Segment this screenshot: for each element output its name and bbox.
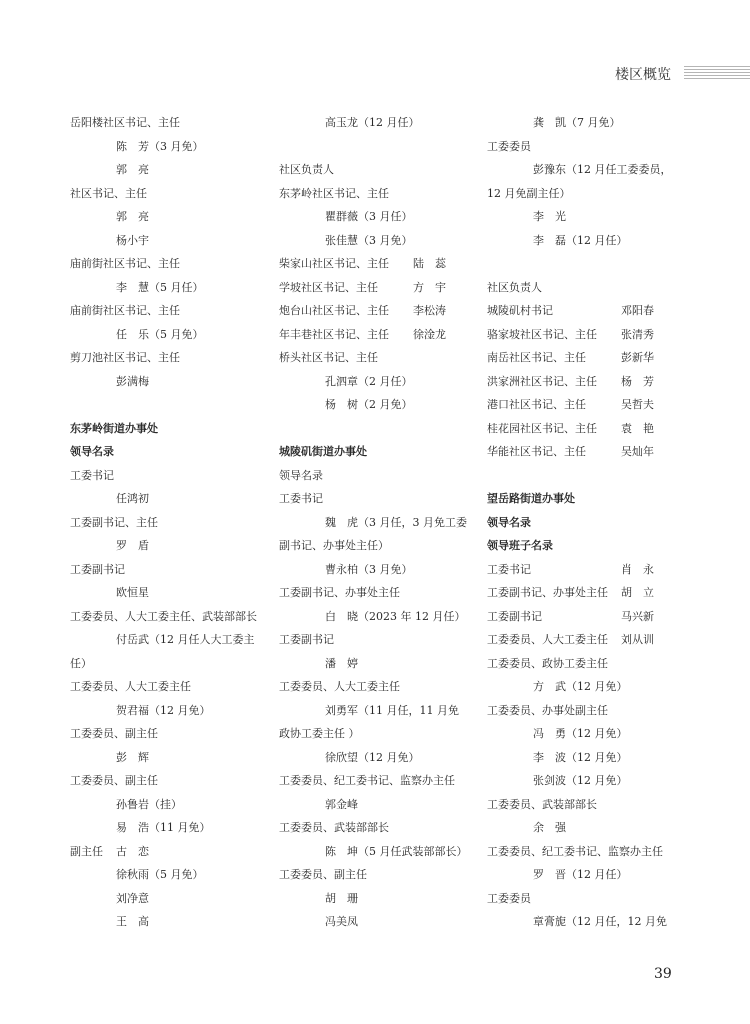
text-line: 彭满梅 bbox=[116, 374, 149, 388]
text-line: 工委委员、武装部部长 bbox=[279, 821, 389, 834]
role-label: 工委副书记 bbox=[487, 609, 542, 623]
text-line bbox=[487, 398, 687, 422]
person-name: 吴灿年 bbox=[621, 445, 654, 458]
person-name: 马兴新 bbox=[621, 609, 654, 623]
section-title: 楼区概览 bbox=[615, 67, 671, 83]
page-number: 39 bbox=[654, 966, 672, 982]
person-name: 刘从训 bbox=[621, 633, 654, 646]
text-line: 彭 辉 bbox=[116, 750, 149, 764]
text-line: 工委委员、副主任 bbox=[279, 868, 367, 881]
text-line: 工委委员、武装部部长 bbox=[487, 797, 597, 811]
text-line: 方 武（12 月免） bbox=[533, 680, 628, 693]
text-line: 魏 虎（3 月任，3 月免工委 bbox=[325, 515, 467, 529]
text-line: 彭豫东（12 月任工委委员， bbox=[533, 163, 672, 176]
text-line: 工委委员 bbox=[487, 891, 531, 905]
person-name: 古 恋 bbox=[116, 844, 149, 858]
text-line: 付岳武（12 月任人大工委主 bbox=[116, 633, 255, 646]
text-line: 剪刀池社区书记、主任 bbox=[70, 351, 180, 364]
text-line: 工委委员 bbox=[487, 139, 531, 153]
subsection-heading: 领导名录 bbox=[279, 468, 323, 482]
subsection-heading: 领导班子名录 bbox=[487, 539, 553, 552]
text-line: 12 月免副主任） bbox=[487, 186, 571, 200]
person-name: 徐淦龙 bbox=[413, 327, 446, 341]
role-label: 华能社区书记、主任 bbox=[487, 445, 586, 458]
column-middle bbox=[279, 116, 469, 939]
text-line: 徐欣望（12 月免） bbox=[325, 750, 420, 764]
text-line: 白 晓（2023 年 12 月任） bbox=[325, 609, 466, 623]
role-label: 桂花园社区书记、主任 bbox=[487, 421, 597, 435]
text-line: 工委委员、纪工委书记、监察办主任 bbox=[279, 774, 455, 787]
text-line: 杨 树（2 月免） bbox=[325, 398, 413, 411]
text-line: 李 慧（5 月任） bbox=[116, 280, 204, 294]
role-label: 南岳社区书记、主任 bbox=[487, 351, 586, 364]
text-line bbox=[279, 328, 469, 352]
text-line: 任） bbox=[70, 656, 92, 670]
text-line: 冯美凤 bbox=[325, 915, 358, 928]
text-line: 工委书记 bbox=[70, 468, 114, 482]
text-line: 工委委员、人大工委主任 bbox=[70, 680, 191, 693]
text-line bbox=[487, 351, 687, 375]
text-line bbox=[279, 257, 469, 281]
text-line: 郭 亮 bbox=[116, 210, 149, 223]
text-line: 东茅岭社区书记、主任 bbox=[279, 186, 389, 200]
text-line: 瞿群薇（3 月任） bbox=[325, 210, 413, 223]
text-line: 社区负责人 bbox=[487, 280, 542, 294]
person-name: 李松涛 bbox=[413, 304, 446, 317]
role-label: 副主任 bbox=[70, 844, 103, 858]
role-label: 工委副书记、办事处主任 bbox=[487, 586, 608, 599]
text-line: 高玉龙（12 月任） bbox=[325, 116, 420, 129]
person-name: 彭新华 bbox=[621, 351, 654, 364]
text-line: 刘勇军（11 月任，11 月免 bbox=[325, 703, 459, 717]
text-line: 工委副书记 bbox=[279, 633, 334, 646]
text-line: 任 乐（5 月免） bbox=[116, 327, 204, 341]
text-line: 罗 晋（12 月任） bbox=[533, 868, 628, 881]
text-line: 贺君福（12 月免） bbox=[116, 703, 211, 717]
text-line: 冯 勇（12 月免） bbox=[533, 727, 628, 740]
role-label: 港口社区书记、主任 bbox=[487, 398, 586, 411]
text-line: 工委委员、办事处副主任 bbox=[487, 703, 608, 717]
text-line bbox=[279, 304, 469, 328]
text-line: 工委副书记、主任 bbox=[70, 515, 158, 529]
text-line bbox=[487, 445, 687, 469]
text-line: 陈 坤（5 月任武装部部长） bbox=[325, 844, 468, 858]
person-name: 吴哲夫 bbox=[621, 398, 654, 411]
text-line: 李 磊（12 月任） bbox=[533, 233, 628, 247]
person-name: 肖 永 bbox=[621, 562, 654, 576]
text-line: 孙鲁岩（挂） bbox=[116, 797, 182, 811]
person-name: 方 宇 bbox=[413, 280, 446, 294]
text-line: 工委委员、人大工委主任 bbox=[279, 680, 400, 693]
text-line: 余 强 bbox=[533, 821, 566, 834]
text-line: 社区负责人 bbox=[279, 163, 334, 176]
text-line bbox=[487, 304, 687, 328]
text-line: 潘 婷 bbox=[325, 656, 358, 670]
person-name: 袁 艳 bbox=[621, 421, 654, 435]
text-line: 张佳慧（3 月免） bbox=[325, 233, 413, 247]
role-label: 城陵矶村书记 bbox=[487, 304, 553, 317]
text-line bbox=[487, 375, 687, 399]
text-line bbox=[279, 281, 469, 305]
role-label: 年丰巷社区书记、主任 bbox=[279, 327, 389, 341]
column-right bbox=[487, 116, 687, 939]
text-line: 杨小宇 bbox=[116, 233, 149, 247]
role-label: 工委委员、人大工委主任 bbox=[487, 633, 608, 646]
text-line: 章膏旎（12 月任，12 月免 bbox=[533, 915, 667, 928]
text-line: 张剑波（12 月免） bbox=[533, 774, 628, 787]
text-line: 庙前街社区书记、主任 bbox=[70, 304, 180, 317]
text-line: 工委委员、政协工委主任 bbox=[487, 656, 608, 670]
text-line: 副书记、办事处主任） bbox=[279, 539, 389, 552]
text-line bbox=[487, 328, 687, 352]
text-line: 桥头社区书记、主任 bbox=[279, 351, 378, 364]
text-line: 庙前街社区书记、主任 bbox=[70, 257, 180, 270]
role-label: 柴家山社区书记、主任 bbox=[279, 257, 389, 270]
text-line: 工委委员、人大工委主任、武装部部长 bbox=[70, 609, 257, 623]
text-line: 工委副书记 bbox=[70, 562, 125, 576]
text-line: 工委副书记、办事处主任 bbox=[279, 586, 400, 599]
text-line: 王 高 bbox=[116, 915, 149, 928]
text-line bbox=[487, 633, 687, 657]
text-line bbox=[487, 422, 687, 446]
subsection-heading: 领导名录 bbox=[70, 445, 114, 458]
text-line: 岳阳楼社区书记、主任 bbox=[70, 116, 180, 129]
role-label: 工委书记 bbox=[487, 562, 531, 576]
text-line: 工委委员、副主任 bbox=[70, 774, 158, 787]
text-line: 刘净意 bbox=[116, 891, 149, 905]
text-line: 曹永柏（3 月免） bbox=[325, 562, 413, 576]
text-line: 陈 芳（3 月免） bbox=[116, 139, 204, 153]
role-label: 骆家坡社区书记、主任 bbox=[487, 327, 597, 341]
text-line: 李 波（12 月免） bbox=[533, 750, 628, 764]
text-line: 政协工委主任 ） bbox=[279, 727, 360, 740]
text-line bbox=[70, 845, 260, 869]
text-line: 社区书记、主任 bbox=[70, 186, 147, 200]
column-left bbox=[70, 116, 260, 939]
subsection-heading: 领导名录 bbox=[487, 515, 531, 529]
section-heading: 望岳路街道办事处 bbox=[487, 492, 575, 505]
text-line: 胡 珊 bbox=[325, 891, 358, 905]
role-label: 洪家洲社区书记、主任 bbox=[487, 374, 597, 388]
section-heading: 城陵矶街道办事处 bbox=[279, 445, 367, 458]
text-line: 工委委员、副主任 bbox=[70, 727, 158, 740]
text-line: 徐秋雨（5 月免） bbox=[116, 868, 204, 881]
text-line bbox=[487, 563, 687, 587]
person-name: 邓阳春 bbox=[621, 304, 654, 317]
text-line: 工委委员、纪工委书记、监察办主任 bbox=[487, 844, 663, 858]
role-label: 炮台山社区书记、主任 bbox=[279, 304, 389, 317]
text-line bbox=[487, 586, 687, 610]
person-name: 陆 蕊 bbox=[413, 257, 446, 270]
text-line: 易 浩（11 月免） bbox=[116, 821, 211, 834]
text-line: 龚 凯（7 月免） bbox=[533, 116, 621, 129]
text-line: 任鸿初 bbox=[116, 492, 149, 505]
text-line: 罗 盾 bbox=[116, 539, 149, 552]
text-line: 欧恒星 bbox=[116, 586, 149, 599]
section-heading: 东茅岭街道办事处 bbox=[70, 421, 158, 435]
text-line: 郭金峰 bbox=[325, 797, 358, 811]
person-name: 张清秀 bbox=[621, 327, 654, 341]
header-decoration bbox=[684, 66, 750, 80]
role-label: 学坡社区书记、主任 bbox=[279, 280, 378, 294]
person-name: 杨 芳 bbox=[621, 374, 654, 388]
text-line: 郭 亮 bbox=[116, 163, 149, 176]
text-line: 孔泗章（2 月任） bbox=[325, 374, 413, 388]
text-line: 李 光 bbox=[533, 210, 566, 223]
person-name: 胡 立 bbox=[621, 586, 654, 599]
text-line: 工委书记 bbox=[279, 492, 323, 505]
text-line bbox=[487, 610, 687, 634]
